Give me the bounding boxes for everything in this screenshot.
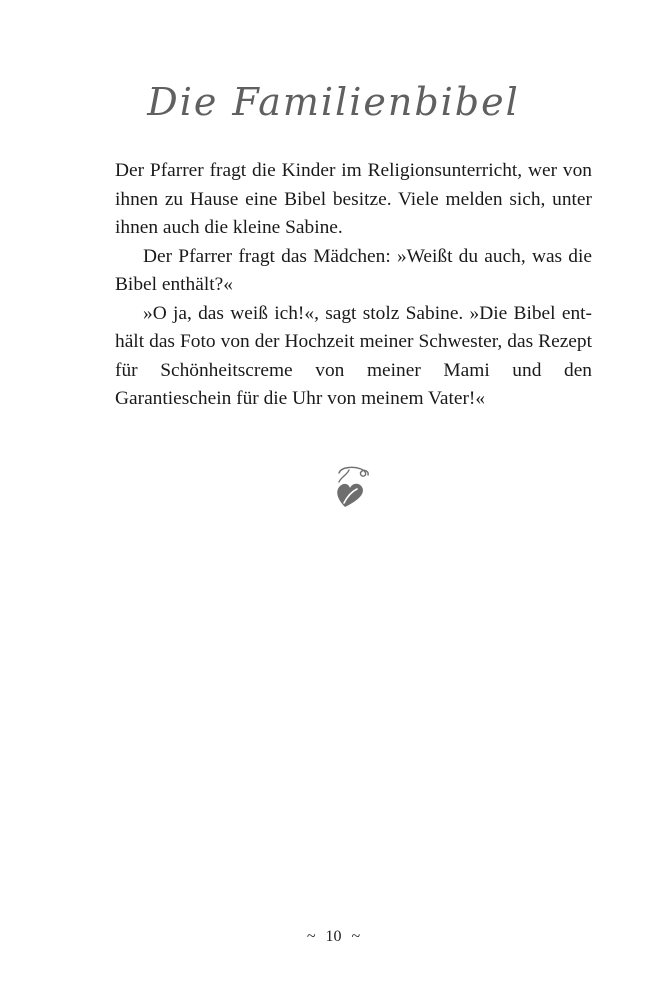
page-number-left-tilde: ~ — [306, 928, 316, 945]
page-number-value: 10 — [325, 928, 342, 945]
paragraph-1: Der Pfarrer fragt die Kinder im Religionsunterricht, wer von ihnen zu Hause eine Bibel besitze. Viele melden sich, unter ihnen auch die kleine Sabine. — [115, 160, 592, 238]
paragraph-2: Der Pfarrer fragt das Mädchen: »Weißt du auch, was die Bibel enthält?« — [115, 245, 592, 295]
page-title: Die Familienbibel — [147, 80, 520, 124]
page-number-right-tilde: ~ — [351, 928, 361, 945]
story-text — [115, 157, 592, 414]
paragraph-3: »O ja, das weiß ich!«, sagt stolz Sabine. »Die Bibel enthält das Foto von der Hochzeit meiner Schwester, das Rezept für Schönheitscreme von meiner Mami und den Garantieschein für die Uhr von meinem Vater!« — [115, 302, 592, 409]
leaf-heart-ornament-icon — [331, 463, 371, 511]
page-number — [0, 928, 667, 946]
